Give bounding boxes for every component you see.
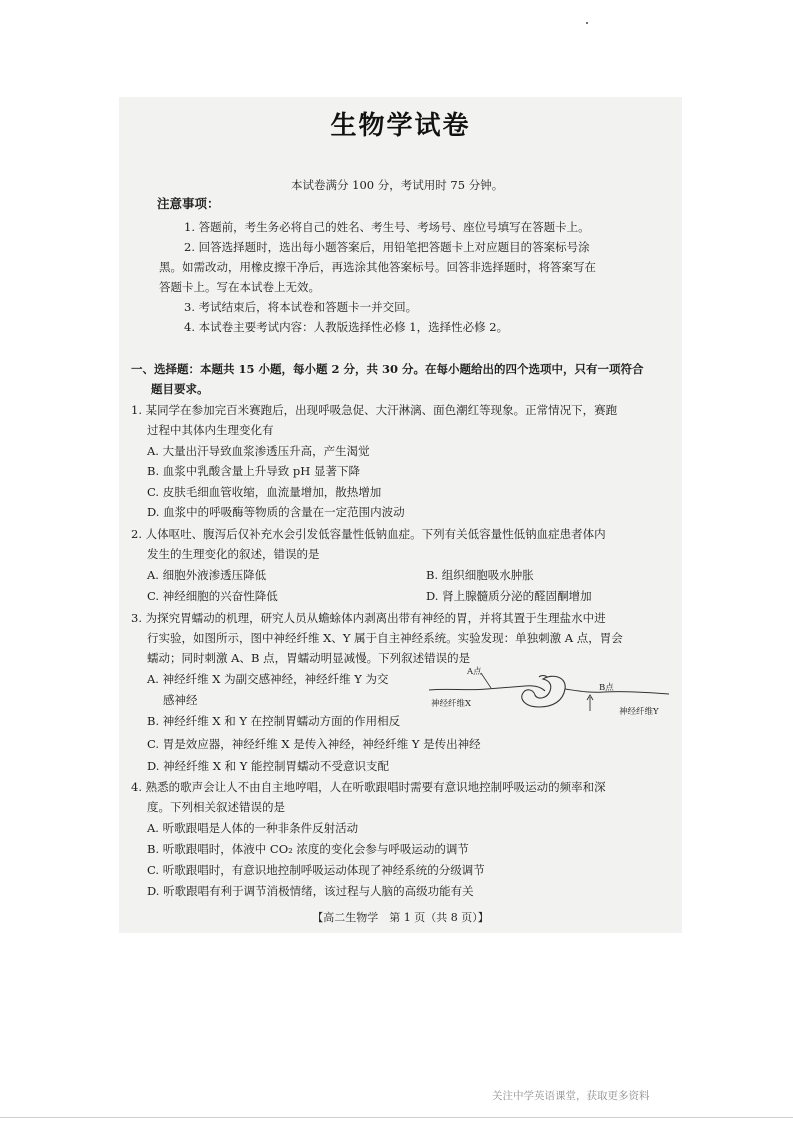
q3-stem-cont-2: 蠕动；同时刺激 A、B 点，胃蠕动明显减慢。下列叙述错误的是 xyxy=(147,651,471,665)
q3-stem: 3. 为探究胃蠕动的机理，研究人员从蟾蜍体内剥离出带有神经的胃，并将其置于生理盐水中进 xyxy=(131,611,606,625)
q4-stem: 4. 熟悉的歌声会让人不由自主地哼唱，人在听歌跟唱时需要有意识地控制呼吸运动的频率和深 xyxy=(131,780,606,794)
stomach-shape xyxy=(522,676,565,707)
notice-line-3: 黑。如需改动，用橡皮擦干净后，再选涂其他答案标号。回答非选择题时，将答案写在 xyxy=(159,260,596,274)
q1-option-c: C. 皮肤毛细血管收缩，血流量增加，散热增加 xyxy=(147,485,382,499)
point-a-pointer xyxy=(481,673,491,688)
q1-option-b: B. 血浆中乳酸含量上升导致 pH 显著下降 xyxy=(147,464,360,478)
q3-option-a-cont: 感神经 xyxy=(163,693,198,707)
q3-option-b: B. 神经纤维 X 和 Y 在控制胃蠕动方面的作用相反 xyxy=(147,714,401,728)
q2-stem-cont: 发生的生理变化的叙述，错误的是 xyxy=(147,547,320,561)
q3-option-d: D. 神经纤维 X 和 Y 能控制胃蠕动不受意识支配 xyxy=(147,759,390,773)
stray-dot xyxy=(586,22,588,24)
intro-text: 本试卷满分 100 分，考试用时 75 分钟。 xyxy=(291,178,504,192)
notice-line-1: 1. 答题前，考生务必将自己的姓名、考生号、考场号、座位号填写在答题卡上。 xyxy=(184,220,590,234)
label-point-b: B点 xyxy=(599,683,614,693)
label-fiber-x: 神经纤维X xyxy=(431,699,472,709)
watermark-text: 关注中学英语课堂，获取更多资料 xyxy=(492,1090,650,1102)
exam-title: 生物学试卷 xyxy=(330,111,471,141)
q4-stem-cont: 度。下列相关叙述错误的是 xyxy=(147,800,285,814)
notice-line-4: 答题卡上。写在本试卷上无效。 xyxy=(159,280,320,294)
q4-option-a: A. 听歌跟唱是人体的一种非条件反射活动 xyxy=(147,821,359,835)
section-heading-cont: 题目要求。 xyxy=(151,382,209,396)
section-heading: 一、选择题：本题共 15 小题，每小题 2 分，共 30 分。在每小题给出的四个选项中，只有一项符合 xyxy=(131,362,644,376)
q1-stem: 1. 某同学在参加完百米赛跑后，出现呼吸急促、大汗淋漓、面色潮红等现象。正常情况下，赛跑 xyxy=(131,403,618,417)
q3-stem-cont-1: 行实验，如图所示，图中神经纤维 X、Y 属于自主神经系统。实验发现：单独刺激 A 点，胃会 xyxy=(147,631,623,645)
notice-heading: 注意事项： xyxy=(157,196,220,211)
notice-line-5: 3. 考试结束后，将本试卷和答题卡一并交回。 xyxy=(184,300,418,314)
q4-option-b: B. 听歌跟唱时，体液中 CO₂ 浓度的变化会参与呼吸运动的调节 xyxy=(147,842,469,856)
nerve-fiber-y-line xyxy=(565,689,669,694)
q1-option-d: D. 血浆中的呼吸酶等物质的含量在一定范围内波动 xyxy=(147,505,405,519)
label-point-a: A点 xyxy=(467,667,482,677)
q4-option-c: C. 听歌跟唱时，有意识地控制呼吸运动体现了神经系统的分级调节 xyxy=(147,863,485,877)
bottom-divider xyxy=(0,1117,793,1118)
q3-option-a: A. 神经纤维 X 为副交感神经，神经纤维 Y 为交 xyxy=(147,672,389,686)
notice-line-2: 2. 回答选择题时，选出每小题答案后，用铅笔把答题卡上对应题目的答案标号涂 xyxy=(184,240,590,254)
stomach-nerve-figure xyxy=(429,667,679,725)
notice-line-6: 4. 本试卷主要考试内容：人教版选择性必修 1，选择性必修 2。 xyxy=(184,320,509,334)
q1-option-a: A. 大量出汗导致血浆渗透压升高，产生渴觉 xyxy=(147,444,370,458)
q2-option-c: C. 神经细胞的兴奋性降低 xyxy=(147,589,278,603)
esophagus-stub xyxy=(539,676,547,678)
q2-option-d: D. 肾上腺髓质分泌的醛固酮增加 xyxy=(426,589,592,603)
exam-page xyxy=(119,97,682,933)
q3-option-c: C. 胃是效应器，神经纤维 X 是传入神经，神经纤维 Y 是传出神经 xyxy=(147,737,481,751)
q2-stem: 2. 人体呕吐、腹泻后仅补充水会引发低容量性低钠血症。下列有关低容量性低钠血症患者体内 xyxy=(131,527,606,541)
q2-option-a: A. 细胞外液渗透压降低 xyxy=(147,568,267,582)
q2-option-b: B. 组织细胞吸水肿胀 xyxy=(426,568,534,582)
q4-option-d: D. 听歌跟唱有利于调节消极情绪，该过程与人脑的高级功能有关 xyxy=(147,884,474,898)
q1-stem-cont: 过程中其体内生理变化有 xyxy=(147,423,274,437)
page-footer: 【高二生物学 第 1 页（共 8 页）】 xyxy=(312,911,489,924)
label-fiber-y: 神经纤维Y xyxy=(619,707,659,717)
